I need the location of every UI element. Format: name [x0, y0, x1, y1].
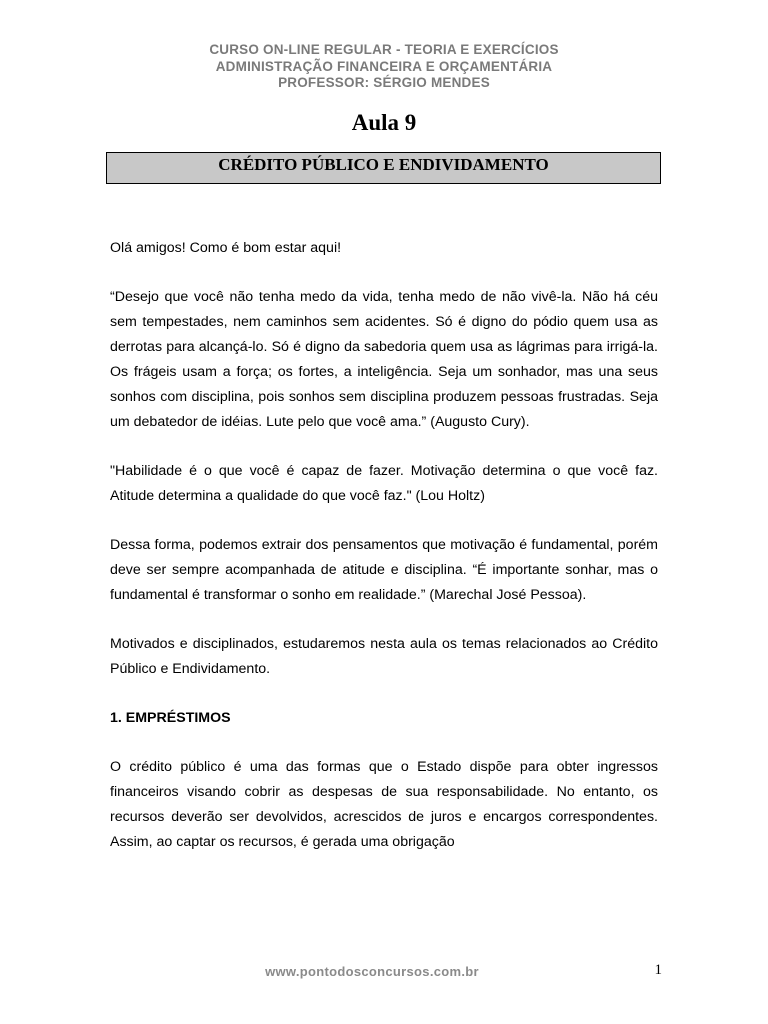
document-body	[110, 236, 658, 879]
footer-website: www.pontodosconcursos.com.br	[265, 964, 479, 979]
greeting-paragraph: Olá amigos! Como é bom estar aqui!	[110, 240, 342, 256]
credit-paragraph: O crédito público é uma das formas que o Estado dispõe para obter ingressos financeiros visando cobrir as despesas de sua responsabilidade. No entanto, os recursos deverão ser devolvidos, acrescidos de juros e encargos correspondentes. Assim, ao captar os recursos, é gerada uma obrigação	[110, 759, 658, 850]
motivation-paragraph: Dessa forma, podemos extrair dos pensamentos que motivação é fundamental, porém deve ser sempre acompanhada de atitude e disciplina. “É importante sonhar, mas o fundamental é transformar o sonho em realidade.” (Marechal José Pessoa).	[110, 537, 658, 603]
quote-paragraph-holtz: "Habilidade é o que você é capaz de fazer. Motivação determina o que você faz. Atitude determina a qualidade do que você faz." (Lou Holtz)	[110, 463, 658, 504]
section-heading-emprestimos: 1. EMPRÉSTIMOS	[110, 710, 231, 726]
header-subject-line: ADMINISTRAÇÃO FINANCEIRA E ORÇAMENTÁRIA	[215, 58, 553, 74]
quote-paragraph-cury: “Desejo que você não tenha medo da vida, tenha medo de não vivê-la. Não há céu sem tempestades, nem caminhos sem acidentes. Só é digno do pódio quem usa as derrotas para alcançá-lo. Só é digno da sabedoria quem usa as lágrimas para irrigá-la. Os frágeis usam a força; os fortes, a inteligência. Seja um sonhador, mas una seus sonhos com disciplina, pois sonhos sem disciplina produzem pessoas frustradas. Seja um debatedor de idéias. Lute pelo que você ama.” (Augusto Cury).	[110, 289, 658, 430]
lesson-subtitle: CRÉDITO PÚBLICO E ENDIVIDAMENTO	[218, 155, 549, 174]
header-course-line: CURSO ON-LINE REGULAR - TEORIA E EXERCÍCIOS	[209, 42, 559, 57]
header-professor-line: PROFESSOR: SÉRGIO MENDES	[278, 75, 490, 90]
course-header	[0, 42, 768, 92]
intro-paragraph: Motivados e disciplinados, estudaremos nesta aula os temas relacionados ao Crédito Público e Endividamento.	[110, 636, 658, 677]
lesson-subtitle-box	[106, 152, 661, 184]
lesson-title: Aula 9	[351, 110, 417, 135]
page-number: 1	[654, 962, 662, 978]
